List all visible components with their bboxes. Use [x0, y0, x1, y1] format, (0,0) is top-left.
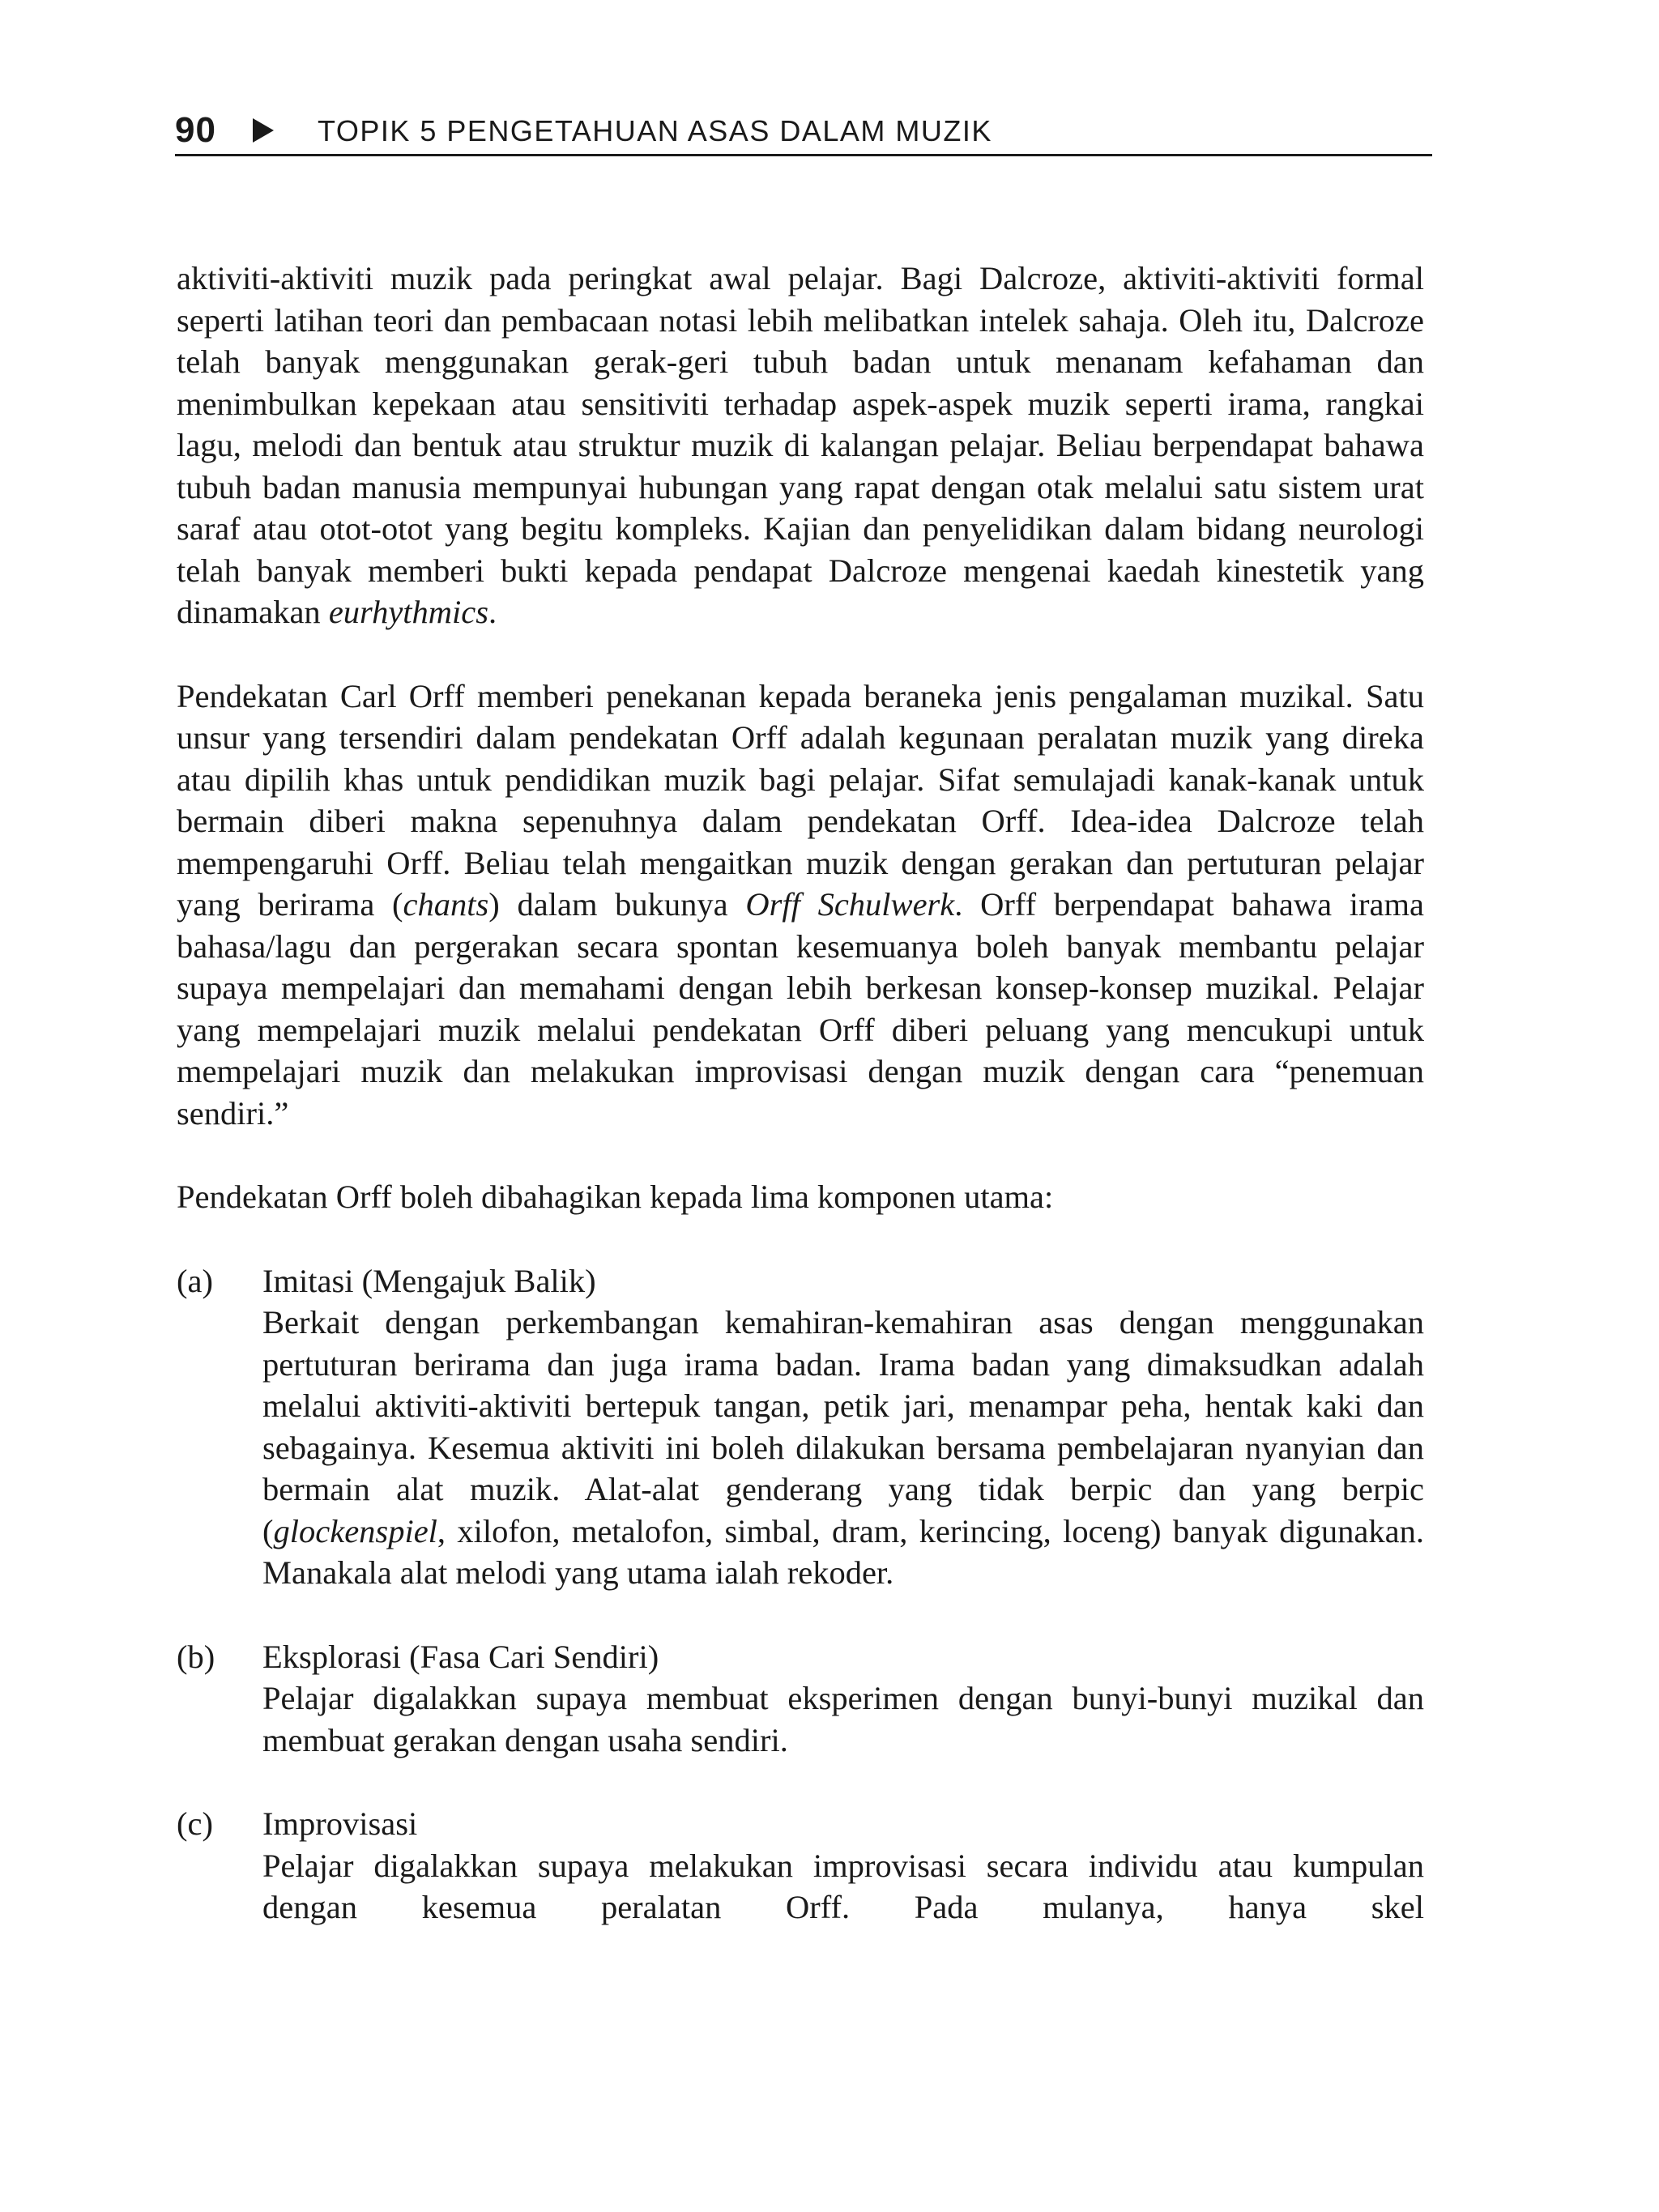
term-glockenspiel: glockenspiel — [273, 1512, 437, 1549]
list-item-improvisasi — [177, 1803, 1424, 1929]
page-number: 90 — [175, 110, 216, 150]
term-eurhythmics: eurhythmics — [328, 594, 489, 630]
term-chants: chants — [403, 886, 489, 923]
body-text — [177, 258, 1424, 1971]
list-item-text: Pelajar digalakkan supaya membuat eksperimen dengan bunyi-bunyi muzikal dan membuat gerakan dengan usaha sendiri. — [262, 1680, 1424, 1758]
triangle-right-icon — [253, 118, 274, 143]
list-item-eksplorasi — [177, 1636, 1424, 1762]
chapter-title: TOPIK 5 PENGETAHUAN ASAS DALAM MUZIK — [318, 114, 992, 147]
list-item-heading: Imitasi (Mengajuk Balik) — [262, 1262, 596, 1299]
list-marker: (a) — [177, 1262, 213, 1299]
list-item-heading: Improvisasi — [262, 1805, 418, 1842]
paragraph-dalcroze: aktiviti-aktiviti muzik pada peringkat awal pelajar. Bagi Dalcroze, aktiviti-aktiviti formal seperti latihan teori dan pembacaan notasi lebih melibatkan intelek sahaja. Oleh itu, Dalcroze telah banyak menggunakan gerak-geri tubuh badan untuk menanam kefahaman dan menimbulkan kepekaan atau sensitiviti terhadap aspek-aspek muzik seperti irama, rangkai lagu, melodi dan bentuk atau struktur muzik di kalangan pelajar. Beliau berpendapat bahawa tubuh badan manusia mempunyai hubungan yang rapat dengan otak melalui satu sistem urat saraf atau otot-otot yang begitu kompleks. Kajian dan penyelidikan dalam bidang neurologi telah banyak memberi bukti kepada pendapat Dalcroze mengenai kaedah kinestetik yang dinamakan eurhythmics. — [177, 260, 1424, 630]
page-header — [175, 105, 1432, 156]
list-marker: (b) — [177, 1638, 215, 1675]
list-marker: (c) — [177, 1805, 213, 1842]
list-item-text: Pelajar digalakkan supaya melakukan improvisasi secara individu atau kumpulan dengan kesemua peralatan Orff. Pada mulanya, hanya skel — [262, 1847, 1424, 1925]
list-item-imitasi — [177, 1260, 1424, 1594]
paragraph-orff: Pendekatan Carl Orff memberi penekanan kepada beraneka jenis pengalaman muzikal. Satu unsur yang tersendiri dalam pendekatan Orff adalah kegunaan peralatan muzik yang direka atau dipilih khas untuk pendidikan muzik bagi pelajar. Sifat semulajadi kanak-kanak untuk bermain diberi makna sepenuhnya dalam pendekatan Orff. Idea-idea Dalcroze telah mempengaruhi Orff. Beliau telah mengaitkan muzik dengan gerakan dan pertuturan pelajar yang berirama (chants) dalam bukunya Orff Schulwerk. Orff berpendapat bahawa irama bahasa/lagu dan pergerakan secara spontan kesemuanya boleh banyak membantu pelajar supaya mempelajari dan memahami dengan lebih berkesan konsep-konsep muzikal. Pelajar yang mempelajari muzik melalui pendekatan Orff diberi peluang yang mencukupi untuk mempelajari muzik dan melakukan improvisasi dengan muzik dengan cara “penemuan sendiri.” — [177, 677, 1425, 1132]
book-title-orff-schulwerk: Orff Schulwerk — [745, 886, 955, 923]
paragraph-components-intro: Pendekatan Orff boleh dibahagikan kepada lima komponen utama: — [177, 1178, 1054, 1215]
list-item-heading: Eksplorasi (Fasa Cari Sendiri) — [262, 1638, 659, 1675]
list-item-text: Berkait dengan perkembangan kemahiran-kemahiran asas dengan menggunakan pertuturan berirama dan juga irama badan. Irama badan yang dimaksudkan adalah melalui aktiviti-aktiviti bertepuk tangan, petik jari, menampar peha, hentak kaki dan sebagainya. Kesemua aktiviti ini boleh dilakukan bersama pembelajaran nyanyian dan bermain alat muzik. Alat-alat genderang yang tidak berpic dan yang berpic (glockenspiel, xilofon, metalofon, simbal, dram, kerincing, loceng) banyak digunakan. Manakala alat melodi yang utama ialah rekoder. — [262, 1304, 1424, 1591]
